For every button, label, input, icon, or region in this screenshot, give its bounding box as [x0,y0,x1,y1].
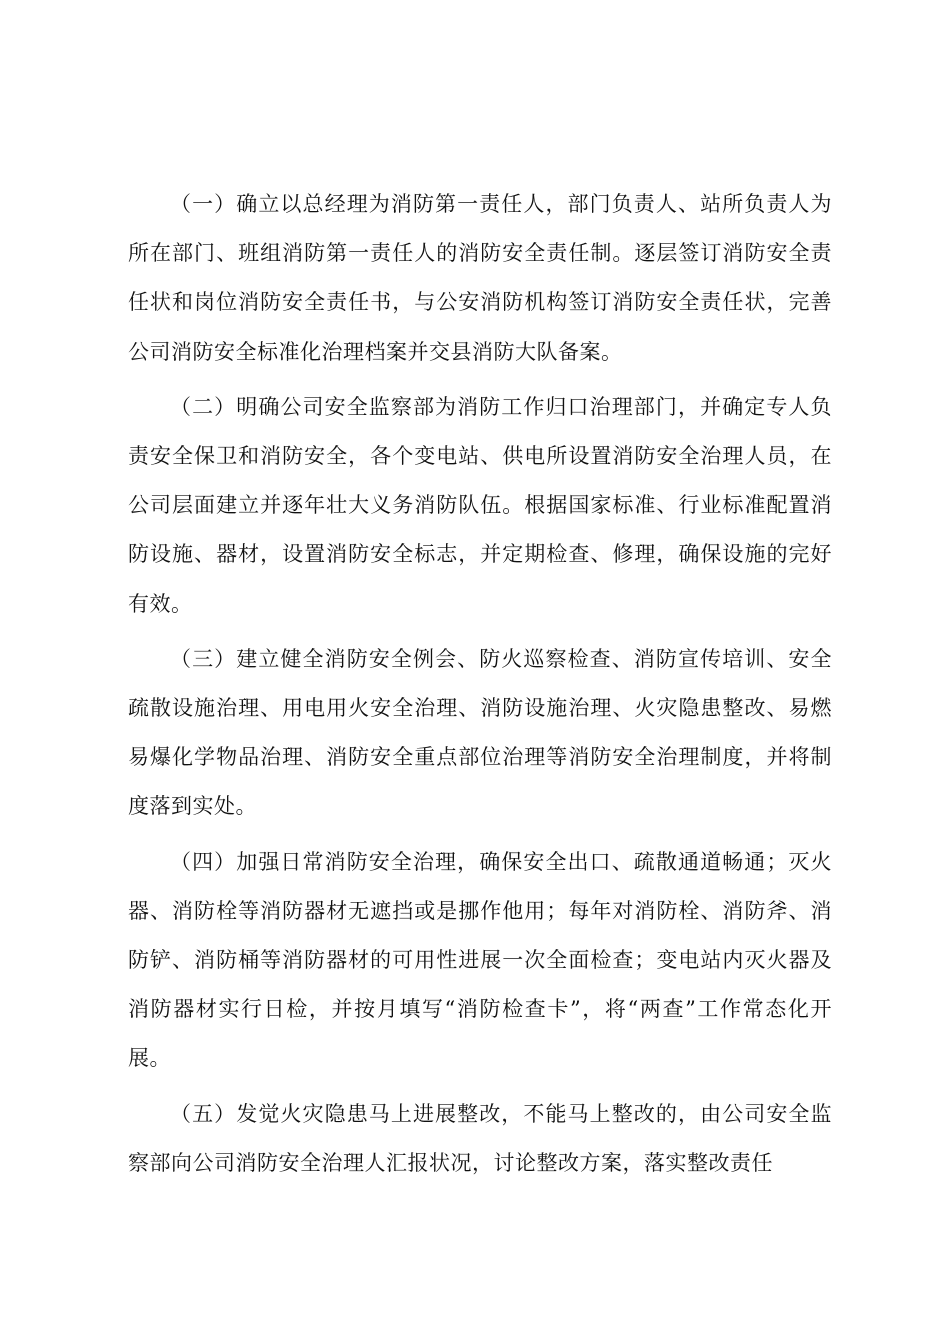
paragraph-1: （一）确立以总经理为消防第一责任人，部门负责人、站所负责人为所在部门、班组消防第一责任人的消防安全责任制。逐层签订消防安全责任状和岗位消防安全责任书，与公安消防机构签订消防安全责任状，完善公司消防安全标准化治理档案并交县消防大队备案。 [128,192,832,364]
document-body [128,180,832,1194]
paragraph-2: （二）明确公司安全监察部为消防工作归口治理部门，并确定专人负责安全保卫和消防安全，各个变电站、供电所设置消防安全治理人员，在公司层面建立并逐年壮大义务消防队伍。根据国家标准、行业标准配置消防设施、器材，设置消防安全标志，并定期检查、修理，确保设施的完好有效。 [128,394,832,616]
paragraph-3: （三）建立健全消防安全例会、防火巡察检查、消防宣传培训、安全疏散设施治理、用电用火安全治理、消防设施治理、火灾隐患整改、易燃易爆化学物品治理、消防安全重点部位治理等消防安全治理制度，并将制度落到实处。 [128,646,832,819]
paragraph-5: （五）发觉火灾隐患马上进展整改，不能马上整改的，由公司安全监察部向公司消防安全治理人汇报状况，讨论整改方案，落实整改责任 [128,1101,832,1175]
paragraph-4: （四）加强日常消防安全治理，确保安全出口、疏散通道畅通；灭火器、消防栓等消防器材无遮挡或是挪作他用；每年对消防栓、消防斧、消防铲、消防桶等消防器材的可用性进展一次全面检查；变电站内灭火器及消防器材实行日检，并按月填写“消防检查卡”，将“两查”工作常态化开展。 [128,849,832,1071]
